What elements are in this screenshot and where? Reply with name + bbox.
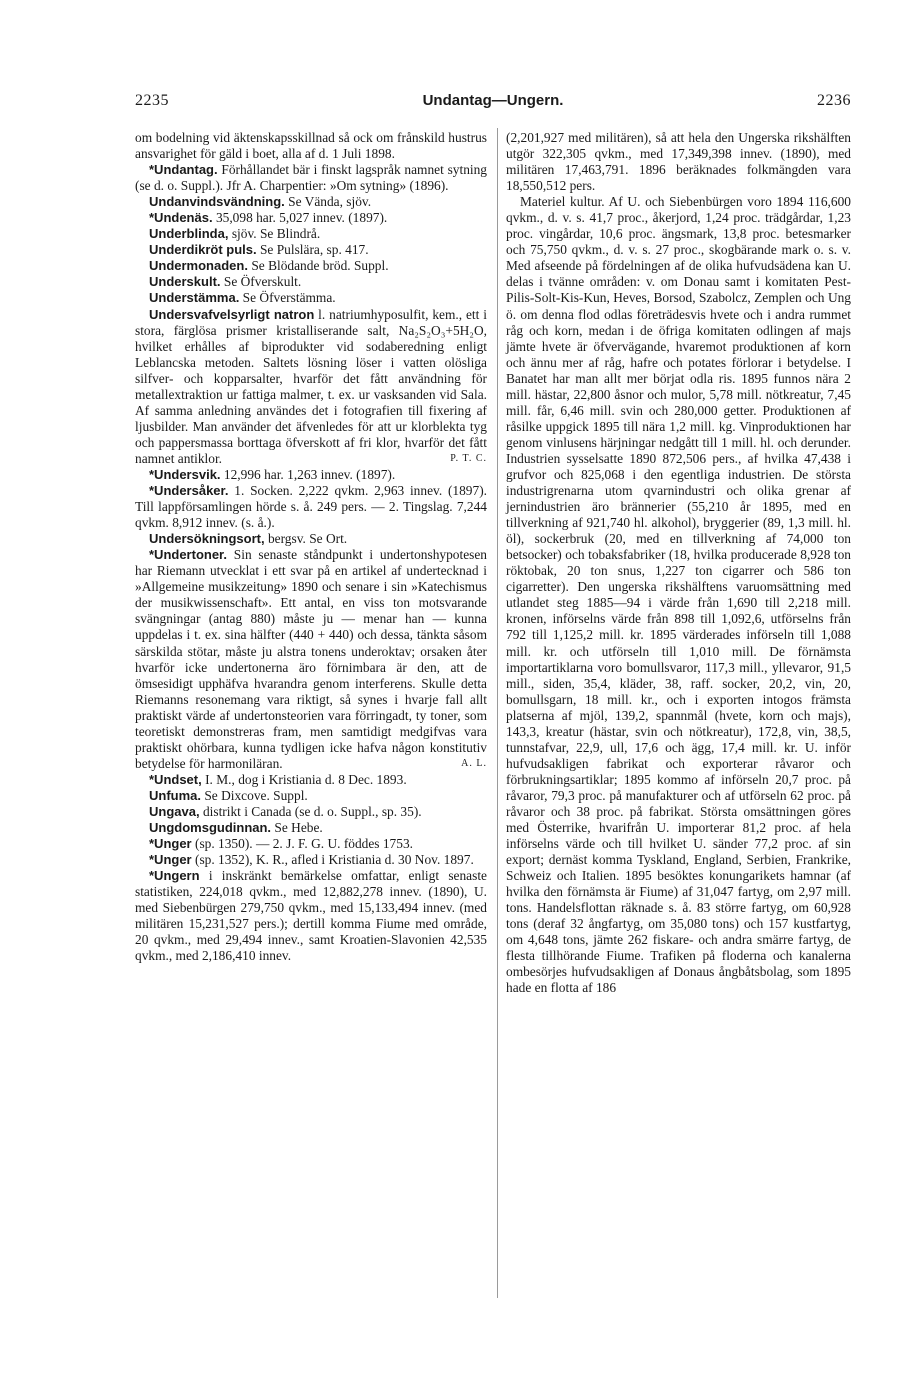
entry: Underdikröt puls. Se Pulslära, sp. 417.	[149, 242, 369, 258]
entry: Ungava, distrikt i Canada (se d. o. Suppl., sp. 35).	[149, 803, 422, 819]
entry: *Undset, I. M., dog i Kristiania d. 8 Dec. 1893.	[149, 771, 407, 787]
entry: *Undersvik. 12,996 har. 1,263 innev. (1897).	[149, 466, 396, 482]
entry: *Undantag. Förhållandet bär i finskt lagspråk namnet sytning (se d. o. Suppl.). Jfr A. Charpentier: »Om sytning» (1896).	[135, 162, 487, 194]
page-header	[135, 92, 851, 116]
entry: *Undertoner. Sin senaste ståndpunkt i undertonshypotesen har Riemann utvecklat i ett svar på en artikel af undertecknad i »Allgemeine musikzeitung» 1890 och senare i sin »Katechismus der musikwissenschaft». Ett antal, en viss ton motsvarande svängningar (antag 880) måste ju — menar han — kunna uppdelas i t. ex. sina hälfter (440 + 440) och dessa, tänkta såsom särskilda stötar, måste ju alstra tonens underoktav; orsaken åter hvarför icke undertonerna äro förnimbara är den, att de ömsesidigt upphäfva hvarandra genom interferens. Skulle detta Riemanns resonemang vara riktigt, så synes i hvarje fall allt praktiskt värde af undertonsteorien vara förringadt, ty toner, som teoretiskt demonstreras fram, men samtidigt medgifvas vara praktiskt ohörbara, kunna tydligen icke hafva någon konstitutiv betydelse för harmoniläran. A. L.	[135, 547, 487, 771]
entry-headword: *Ungern	[149, 868, 200, 884]
entry-headword: Underblinda,	[149, 226, 229, 242]
entry-headword: Unfuma.	[149, 787, 201, 803]
entry-headword: *Unger	[149, 852, 192, 868]
author-signature: A. L.	[461, 757, 487, 769]
entry-headword: Undersvafvelsyrligt natron	[149, 306, 315, 322]
entry: Undanvindsvändning. Se Vända, sjöv.	[149, 194, 372, 210]
entry-headword: *Undenäs.	[149, 210, 213, 226]
entry: Undersökningsort, bergsv. Se Ort.	[149, 531, 348, 547]
entry: Ungdomsgudinnan. Se Hebe.	[149, 820, 323, 836]
column-divider	[497, 128, 498, 1298]
running-title: Undantag—Ungern.	[422, 92, 564, 109]
entry-headword: Understämma.	[149, 290, 240, 306]
left-column	[135, 130, 487, 964]
entry-headword: *Unger	[149, 836, 192, 852]
entry-headword: *Undersåker.	[149, 483, 229, 499]
page-number-right: 2236	[817, 92, 851, 109]
paragraph: Materiel kultur. Af U. och Siebenbürgen voro 1894 116,600 qvkm., d. v. s. 41,7 proc., åkerjord, 1,24 proc. trädgårdar, 1,23 proc. vingårdar, 10,6 proc. ängsmark, 13,8 proc. betesmarker och 75,750 qvkm., d. v. s. 27 proc., skogbärande mark o. s. v. Med afseende på fördelningen af de olika hufvudsädena kan U. delas i tvänne områden: v. om Donau samt i komitaten Pest-Pilis-Solt-Kis-Kun, Heves, Borsod, Szabolcz, Zemplen och Ung ö. om denna flod odlas företrädesvis hvete och i andra rummet råg och korn, medan i de öfriga komitaten odlingen af majs jämte hvete är öfvervägande, hvaremot produktionen af korn och ännu mer af råg, hafre och potates förlorar i betydelse. I Banatet har man allt mer börjat odla ris. 1895 funnos nära 2 mill. hästar, 22,800 åsnor och mulor, 5,78 mill. nötkreatur, 7,45 mill. får, 6,46 mill. svin och 280,000 getter. Produktionen af råsilke uppgick 1895 till nära 1,2 mill. kg. Vinproduktionen har genom vinlusens härjningar nedgått till 1 mill. hl. och derunder. Industrien sysselsatte 1890 872,506 pers., af hvilka 47,438 i grufvor och 825,068 i den egentliga industrien. De största industrigrenarna utom qvarnindustri och olika grenar af jernindustrien äro brännerier (55,210 år 1895, med en tillverkning af 921,740 hl. alkohol), bryggerier (89, 1,3 mill. hl. öl), sockerbruk (20, med en tillverkning af 74,000 ton betsocker) och tobaksfabriker (18, hvilka producerade 8,928 ton röktobak, 20 ton snus, 1,227 ton cigarrer och 586 ton cigarretter). Den ungerska rikshälftens varuomsättning med utlandet steg 1885—94 i värde från 1,690 till 2,218 mill. kronen, införselns värde från 898 till 1,092,6, utförselns från 792 till 1,125,2 mill. kr. 1895 värderades införseln till 1,088 mill. kr. och utförseln till 1,010 mill. De förnämsta importartiklarna voro bomullsvaror, 117,3 mill., yllevaror, 91,5 mill., siden, 35,4, kläder, 38, raff. socker, 20,2, vin, 20, bomullsgarn, 18 mill. kr., och i exporten intogos främsta platserna af mjöl, 139,2, spannmål (hvete, korn och majs), 143,3, kreatur (hästar, svin och nötkreatur), 172,8, vin, 38,5, tunnstafvar, 22,9, ull, 17,6 och ägg, 17,4 mill. kr. U. inför hufvudsakligen fabrikat och exporterar råvaror och förbrukningsartiklar; 1895 kommo af införseln 20,7 proc. på råvaror, 79,3 proc. på manufakturer och af utförseln 62 proc. på råvaror och 38 proc. på fabrikat. Största omsättningen göres med Österrike, hvarifrån U. importerar 81,2 proc. af hela införselns värde och till hvilket U. sänder 77,2 proc. af sin export; dernäst komma Tyskland, England, Serbien, Frankrike, Schweiz och Italien. 1895 besöktes konungarikets hamnar (af hvilka den förnämsta är Fiume) af 31,047 fartyg, om 2,97 mill. tons. Handelsflottan räknade s. å. 83 större fartyg, om 60,928 tons (deraf 32 ångfartyg, om 35,080 tons) och 157 kustfartyg, om 4,648 tons, jämte 262 fiskare- och andra smärre fartyg, de flesta tillhörande Fiume. Trafiken på floderna och kanalerna ombesörjes hufvudsakligen af Donaus ångbåtsbolag, som 1895 hade en flotta af 186	[506, 194, 851, 996]
entry-headword: *Undantag.	[149, 162, 218, 178]
entry: Unfuma. Se Dixcove. Suppl.	[149, 787, 308, 803]
entry-headword: Ungdomsgudinnan.	[149, 820, 272, 836]
author-signature: P. T. C.	[450, 452, 487, 464]
entry: *Undersåker. 1. Socken. 2,222 qvkm. 2,963 innev. (1897). Till lappförsamlingen hörde s. å. 249 pers. — 2. Tingslag. 7,244 qvkm. 8,912 innev. (s. å.).	[135, 483, 487, 531]
entry-headword: Undermonaden.	[149, 258, 248, 274]
entry-headword: Undersökningsort,	[149, 531, 265, 547]
entry-headword: Underdikröt puls.	[149, 242, 257, 258]
entry: *Undenäs. 35,098 har. 5,027 innev. (1897).	[149, 210, 388, 226]
entry: *Unger (sp. 1350). — 2. J. F. G. U. föddes 1753.	[149, 836, 413, 852]
entry: *Ungern i inskränkt bemärkelse omfattar, enligt senaste statistiken, 224,018 qvkm., med 12,882,278 innev. (1890), U. med Siebenbürgen 279,750 qvkm., med 15,133,494 innev. (med militären 15,231,527 pers.); dertill komma Fiume med område, 20 qvkm., med 29,494 innev., samt Kroatien-Slavonien 42,535 qvkm., med 2,186,410 innev.	[135, 868, 487, 964]
paragraph: (2,201,927 med militären), så att hela den Ungerska rikshälften utgör 322,305 qvkm., med 17,349,398 innev. (1890), med militären 17,463,791. 1896 beräknades folkmängden vara 18,550,512 pers.	[506, 130, 851, 194]
entry: Underskult. Se Öfverskult.	[149, 274, 302, 290]
right-column	[506, 130, 851, 997]
entry: om bodelning vid äktenskapsskillnad så ock om frånskild hustrus ansvarighet för gäld i boet, alla af d. 1 Juli 1898.	[135, 130, 487, 162]
entry-headword: Underskult.	[149, 274, 221, 290]
entry: Undersvafvelsyrligt natron l. natriumhyposulfit, kem., ett i stora, färglösa prismer kristalliserande salt, Na₂S₂O₃+5H₂O, hvilket erhålles af biprodukter vid sodaberedning enligt Leblancska metoden. Saltets lösning löser i vatten olösliga silfver- och kopparsalter, hvarför det fått användning för metallextraktion ur fattiga malmer, t. ex. ur vasksanden vid Sala. Af samma anledning användes det i fotografien till fixering af ljusbilder. Man använder det äfvenledes för att ur klorblekta tyg och pappersmassa borttaga öfverskott af fri klor, hvarför det fått namnet antiklor. P. T. C.	[135, 306, 487, 466]
page-number-left: 2235	[135, 92, 169, 109]
entry-headword: Undanvindsvändning.	[149, 194, 285, 210]
entry: Undermonaden. Se Blödande bröd. Suppl.	[149, 258, 389, 274]
entry-headword: *Undset,	[149, 771, 202, 787]
entry-headword: *Undersvik.	[149, 466, 221, 482]
entry: Underblinda, sjöv. Se Blindrå.	[149, 226, 321, 242]
entry: *Unger (sp. 1352), K. R., afled i Kristiania d. 30 Nov. 1897.	[149, 852, 474, 868]
entry-headword: *Undertoner.	[149, 547, 228, 563]
entry-headword: Ungava,	[149, 803, 200, 819]
entry: Understämma. Se Öfverstämma.	[149, 290, 336, 306]
